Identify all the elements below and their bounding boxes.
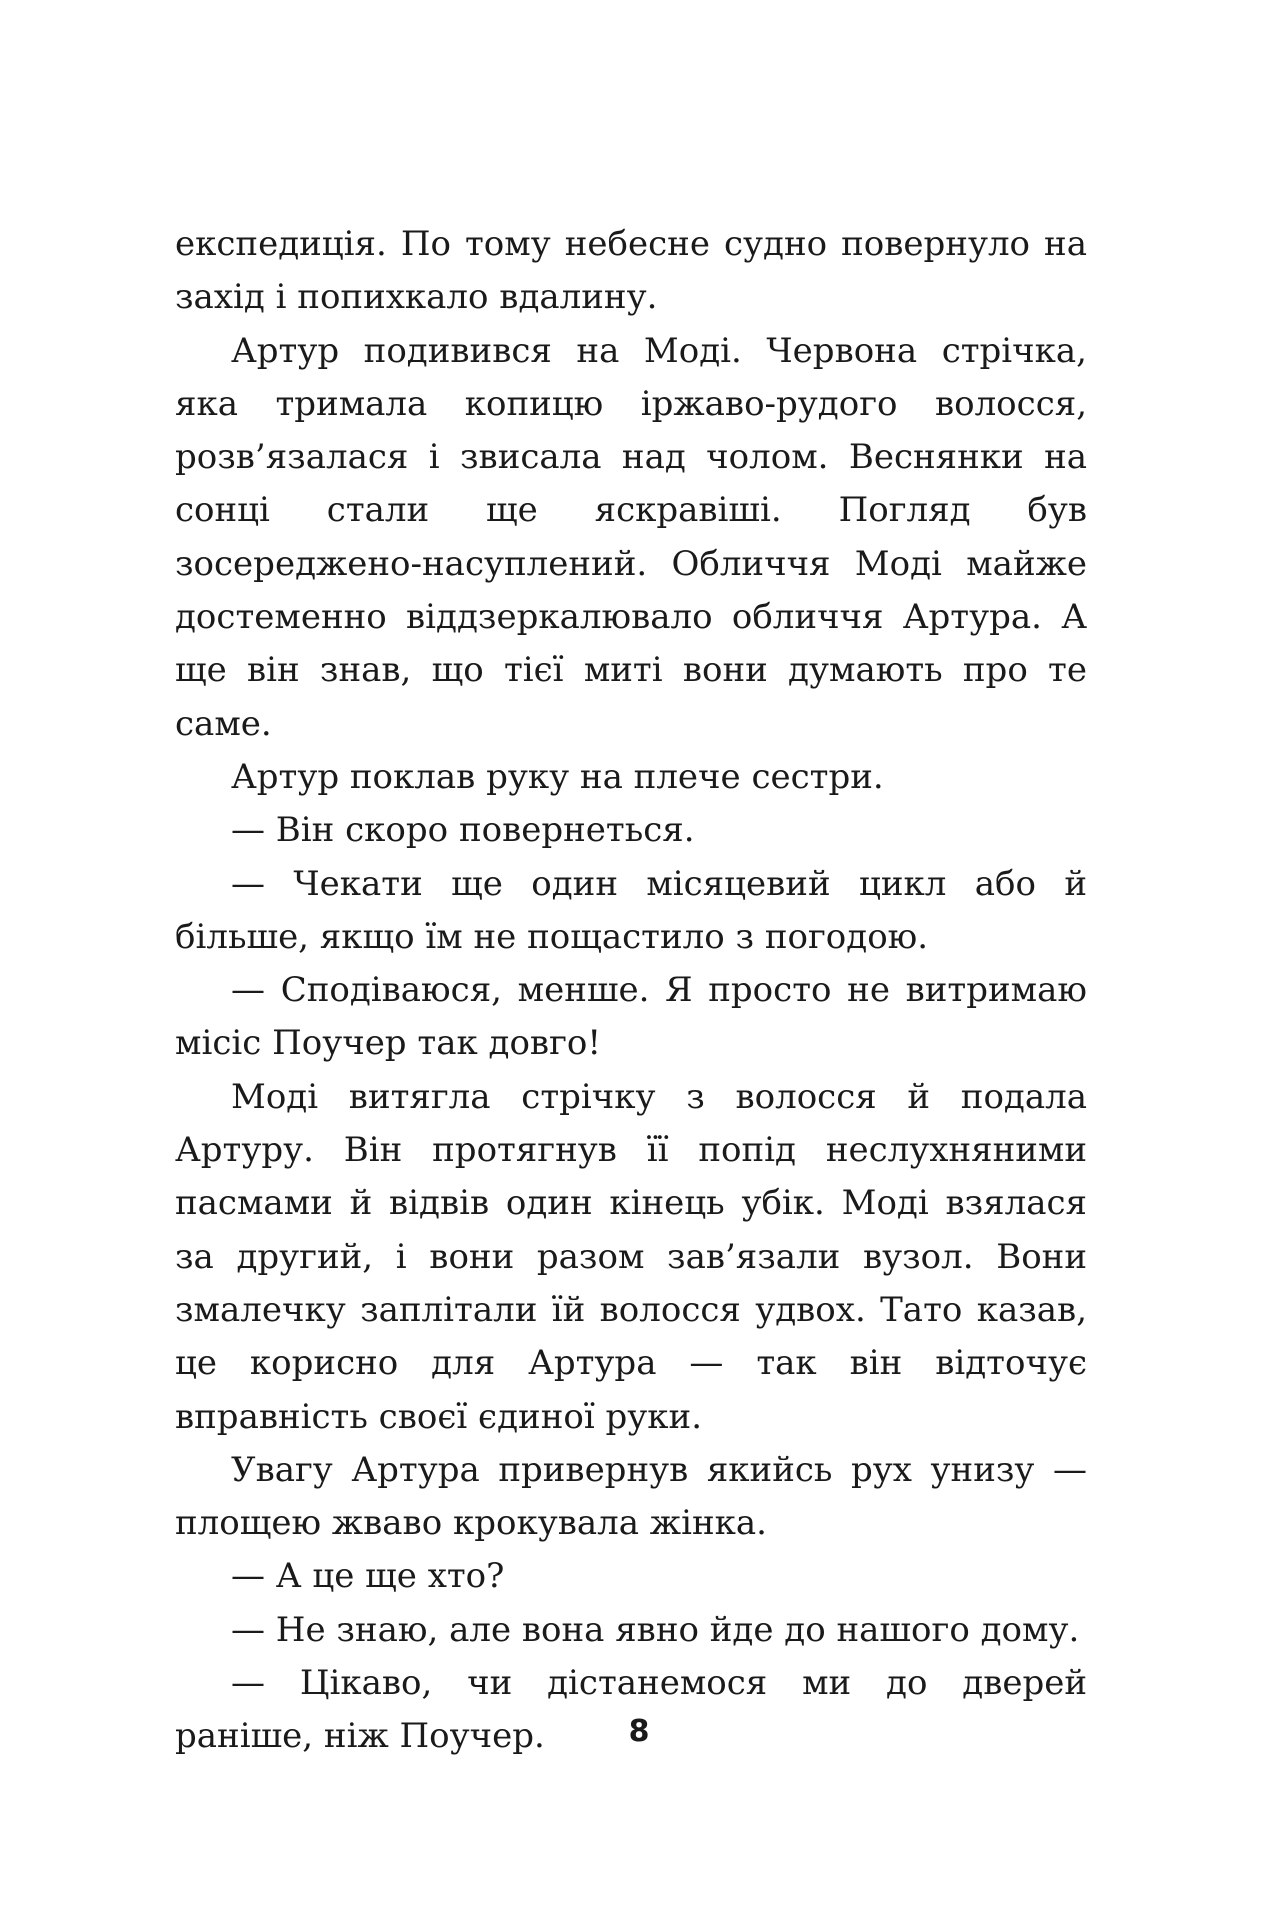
paragraph-3: Артур поклав руку на плече сестри. (231, 756, 884, 797)
paragraph-2: Артур подивився на Моді. Червона стрічка, яка тримала копицю іржаво-рудого волосся, розв’язалася і звисала над чолом. Веснянки на сонці стали ще яскравіші. Погляд був зосереджено-насуплений. Обличчя Моді майже достеменно віддзеркалювало обличчя Артура. А ще він знав, що тієї миті вони думають про те саме. (175, 330, 1087, 744)
dialogue-line-3: — Сподіваюся, менше. Я просто не витримаю місіс Поучер так довго! (175, 970, 1087, 1064)
paragraph-5: Увагу Артура привернув якийсь рух унизу — площею жваво крокувала жінка. (175, 1449, 1087, 1544)
body-text (175, 218, 1087, 1764)
dialogue-line-1: — Він скоро повернеться. (231, 810, 695, 851)
paragraph-4: Моді витягла стрічку з волосся й подала Артуру. Він протягнув її попід неслухняними пасмами й відвів один кінець убік. Моді взялася за другий, і вони разом зав’язали вузол. Вони змалечку заплітали їй волосся удвох. Тато казав, це корисно для Артура — так він відточує вправність своєї єдиної руки. (175, 1076, 1087, 1437)
dialogue-line-2: — Чекати ще один місяцевий цикл або й більше, якщо їм не пощастило з погодою. (175, 863, 1087, 957)
dialogue-line-4: — А це ще хто? (231, 1556, 505, 1597)
paragraph-1: експедиція. По тому небесне судно повернуло на захід і попихкало вдалину. (175, 224, 1087, 318)
page-number: 8 (628, 1714, 650, 1749)
dialogue-line-5: — Не знаю, але вона явно йде до нашого дому. (231, 1609, 1080, 1650)
dialogue-line-6: — Цікаво, чи дістанемося ми до дверей раніше, ніж Поучер. (175, 1663, 1087, 1757)
